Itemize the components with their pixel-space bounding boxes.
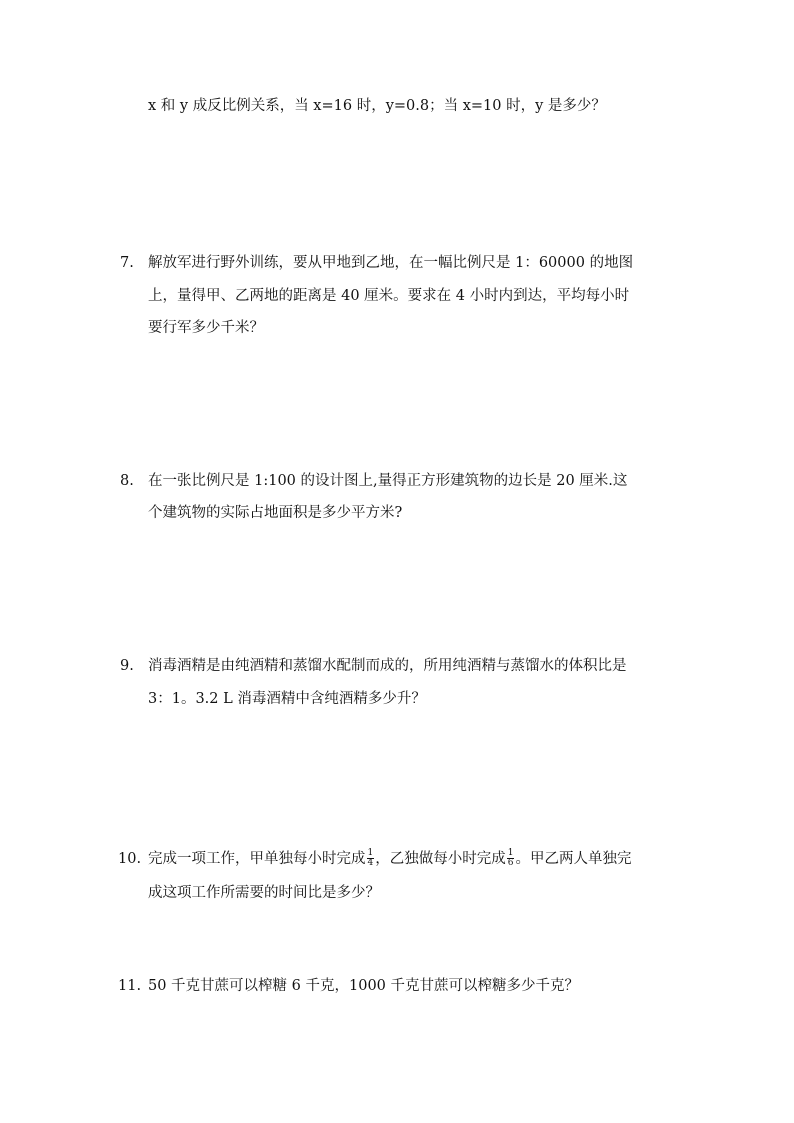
problem-9-line-1: 消毒酒精是由纯酒精和蒸馏水配制而成的，所用纯酒精与蒸馏水的体积比是	[148, 658, 627, 674]
fraction-one-quarter	[367, 849, 375, 868]
problem-7-line-2: 上，量得甲、乙两地的距离是 40 厘米。要求在 4 小时内到达，平均每小时	[148, 288, 630, 304]
problem-8-line-1: 在一张比例尺是 1:100 的设计图上,量得正方形建筑物的边长是 20 厘米.这	[148, 473, 628, 489]
problem-9-number: 9.	[120, 658, 134, 674]
fraction-2-numerator: 1	[507, 847, 514, 858]
problem-10-line-1	[148, 849, 631, 869]
problem-8-number: 8.	[120, 473, 134, 489]
problem-10-line-2: 成这项工作所需要的时间比是多少？	[148, 885, 380, 901]
problem-9-line-2: 3：1。3.2 L 消毒酒精中含纯酒精多少升？	[148, 691, 426, 707]
problem-10-number: 10.	[118, 851, 142, 867]
fraction-2-denominator: 6	[507, 857, 514, 868]
fraction-1-numerator: 1	[367, 847, 374, 858]
problem-7-line-1: 解放军进行野外训练，要从甲地到乙地，在一幅比例尺是 1：60000 的地图	[148, 255, 634, 271]
fraction-one-sixth	[507, 849, 515, 868]
problem-10-text-b: ，乙独做每小时完成	[375, 851, 506, 867]
fraction-1-denominator: 4	[367, 857, 374, 868]
problem-7-line-3: 要行军多少千米？	[148, 320, 264, 336]
problem-6-continuation: x 和 y 成反比例关系，当 x=16 时，y=0.8；当 x=10 时，y 是多少？	[148, 98, 606, 114]
problem-10-text-a: 完成一项工作，甲单独每小时完成	[148, 851, 366, 867]
problem-11-line-1: 50 千克甘蔗可以榨糖 6 千克，1000 千克甘蔗可以榨糖多少千克？	[148, 978, 580, 994]
problem-8-line-2: 个建筑物的实际占地面积是多少平方米?	[148, 505, 403, 521]
problem-7-number: 7.	[120, 255, 134, 271]
problem-10-text-c: 。甲乙两人单独完	[515, 851, 632, 867]
problem-11-number: 11.	[118, 978, 142, 994]
